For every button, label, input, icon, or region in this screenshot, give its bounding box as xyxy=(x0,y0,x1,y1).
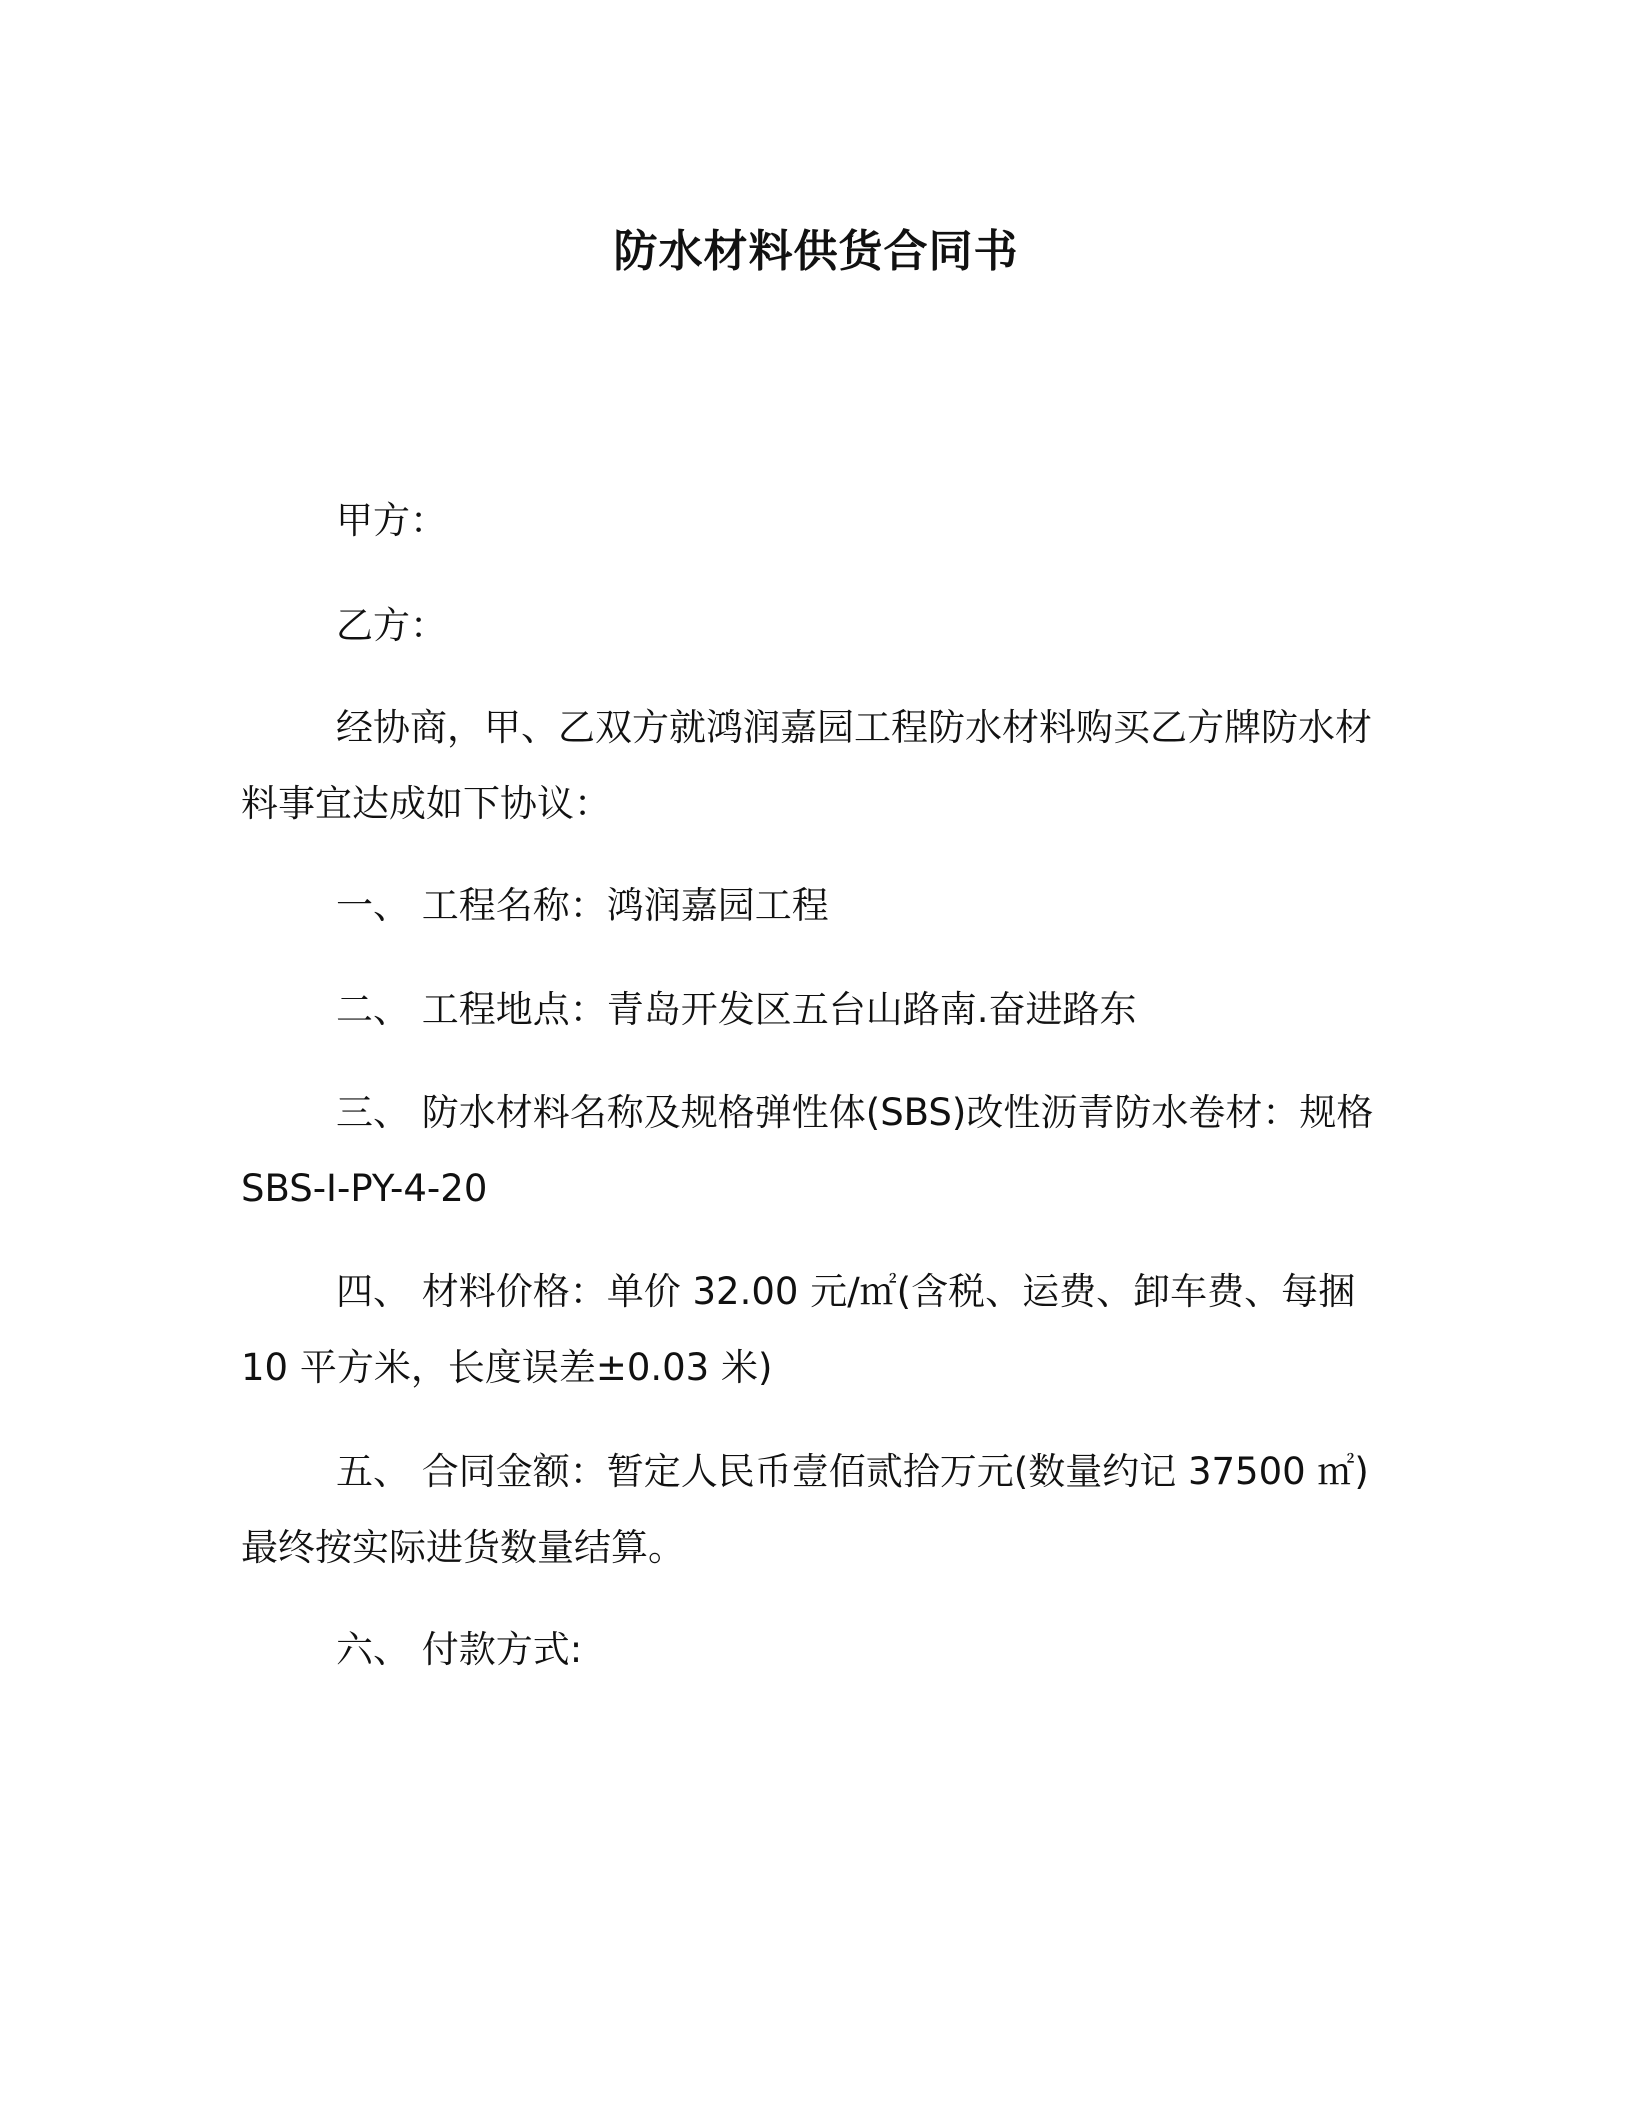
party-a-label: 甲方： xyxy=(336,499,447,542)
clause-4: 四、 材料价格：单价 32.00 元/㎡(含税、运费、卸车费、每捆10 平方米，长度误差±0.03 米) xyxy=(241,1270,1356,1389)
party-b-label: 乙方： xyxy=(336,604,447,647)
clause-6: 六、 付款方式: xyxy=(336,1628,583,1671)
intro-paragraph: 经协商，甲、乙双方就鸿润嘉园工程防水材料购买乙方牌防水材料事宜达成如下协议： xyxy=(241,706,1372,825)
clause-1: 一、 工程名称：鸿润嘉园工程 xyxy=(336,884,829,927)
clause-2: 二、 工程地点：青岛开发区五台山路南.奋进路东 xyxy=(336,988,1137,1031)
clause-3: 三、 防水材料名称及规格弹性体(SBS)改性沥青防水卷材：规格SBS-I-PY-4-20 xyxy=(241,1091,1374,1210)
document-title: 防水材料供货合同书 xyxy=(613,226,1019,277)
clause-5: 五、 合同金额：暂定人民币壹佰贰拾万元(数量约记 37500 ㎡)最终按实际进货数量结算。 xyxy=(241,1450,1369,1569)
